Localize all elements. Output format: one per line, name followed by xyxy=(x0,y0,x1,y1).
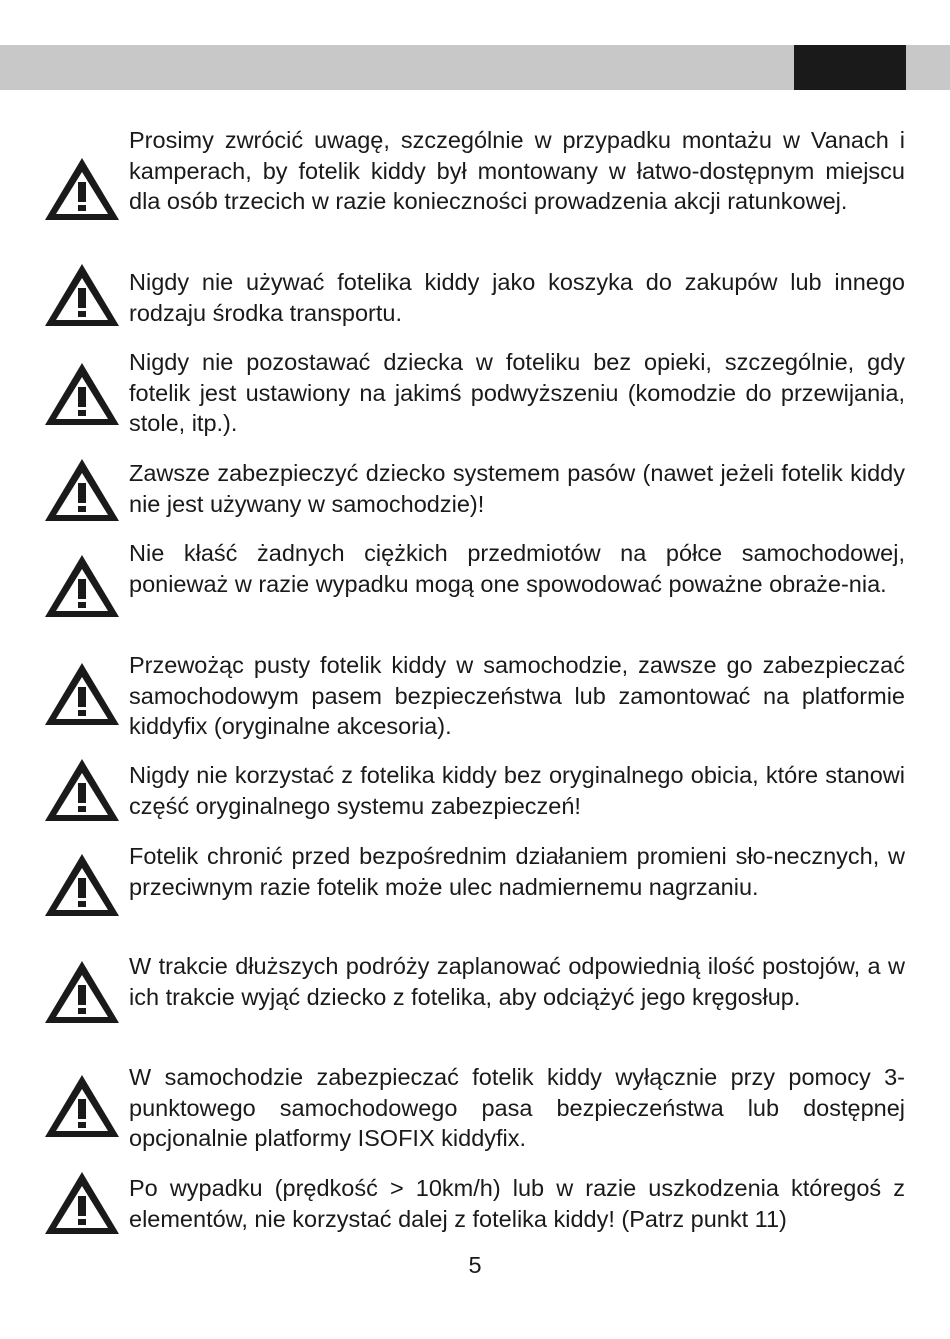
warning-triangle-icon xyxy=(44,157,120,221)
warning-text: Prosimy zwrócić uwagę, szczególnie w przypadku montażu w Vanach i kamperach, by fotelik kiddy był montowany w łatwo-dostępnym miejscu dla osób trzecich w razie konieczności prowadzenia akcji ratunkowej. xyxy=(129,127,905,214)
warning-text: Przewożąc pusty fotelik kiddy w samochodzie, zawsze go zabezpieczać samochodowym pasem bezpieczeństwa lub zamontować na platformie kiddyfix (oryginalne akcesoria). xyxy=(129,652,905,739)
warning-triangle-icon xyxy=(44,662,120,726)
warning-text: W samochodzie zabezpieczać fotelik kiddy wyłącznie przy pomocy 3-punktowego samochodowego pasa bezpieczeństwa lub dostępnej opcjonalnie platformy ISOFIX kiddyfix. xyxy=(129,1064,905,1151)
warning-text: Nigdy nie używać fotelika kiddy jako koszyka do zakupów lub innego rodzaju środka transportu. xyxy=(129,269,905,326)
warning-triangle-icon xyxy=(44,1171,120,1235)
warning-triangle-icon xyxy=(44,960,120,1024)
warning-triangle-icon xyxy=(44,1074,120,1138)
warning-triangle-icon xyxy=(44,458,120,522)
warning-text: W trakcie dłuższych podróży zaplanować odpowiednią ilość postojów, a w ich trakcie wyjąć dziecko z fotelika, aby odciążyć jego kręgosłup. xyxy=(129,953,905,1010)
page-number: 5 xyxy=(468,1252,482,1278)
warning-triangle-icon xyxy=(44,263,120,327)
section-tab xyxy=(794,45,906,90)
warning-text: Nigdy nie korzystać z fotelika kiddy bez oryginalnego obicia, które stanowi część oryginalnego systemu zabezpieczeń! xyxy=(129,762,905,819)
warning-text: Nie kłaść żadnych ciężkich przedmiotów na półce samochodowej, ponieważ w razie wypadku mogą one spowodować poważne obraże-nia. xyxy=(129,540,905,597)
warning-triangle-icon xyxy=(44,758,120,822)
warning-text: Zawsze zabezpieczyć dziecko systemem pasów (nawet jeżeli fotelik kiddy nie jest używany w samochodzie)! xyxy=(129,460,905,517)
warning-text: Fotelik chronić przed bezpośrednim działaniem promieni sło-necznych, w przeciwnym razie fotelik może ulec nadmiernemu nagrzaniu. xyxy=(129,843,905,900)
warning-triangle-icon xyxy=(44,554,120,618)
warning-text: Po wypadku (prędkość > 10km/h) lub w razie uszkodzenia któregoś z elementów, nie korzystać dalej z fotelika kiddy! (Patrz punkt 11) xyxy=(129,1175,905,1232)
warning-text: Nigdy nie pozostawać dziecka w foteliku bez opieki, szczególnie, gdy fotelik jest ustawiony na jakimś podwyższeniu (komodzie do przewijania, stole, itp.). xyxy=(129,349,905,436)
warning-triangle-icon xyxy=(44,853,120,917)
warning-triangle-icon xyxy=(44,362,120,426)
